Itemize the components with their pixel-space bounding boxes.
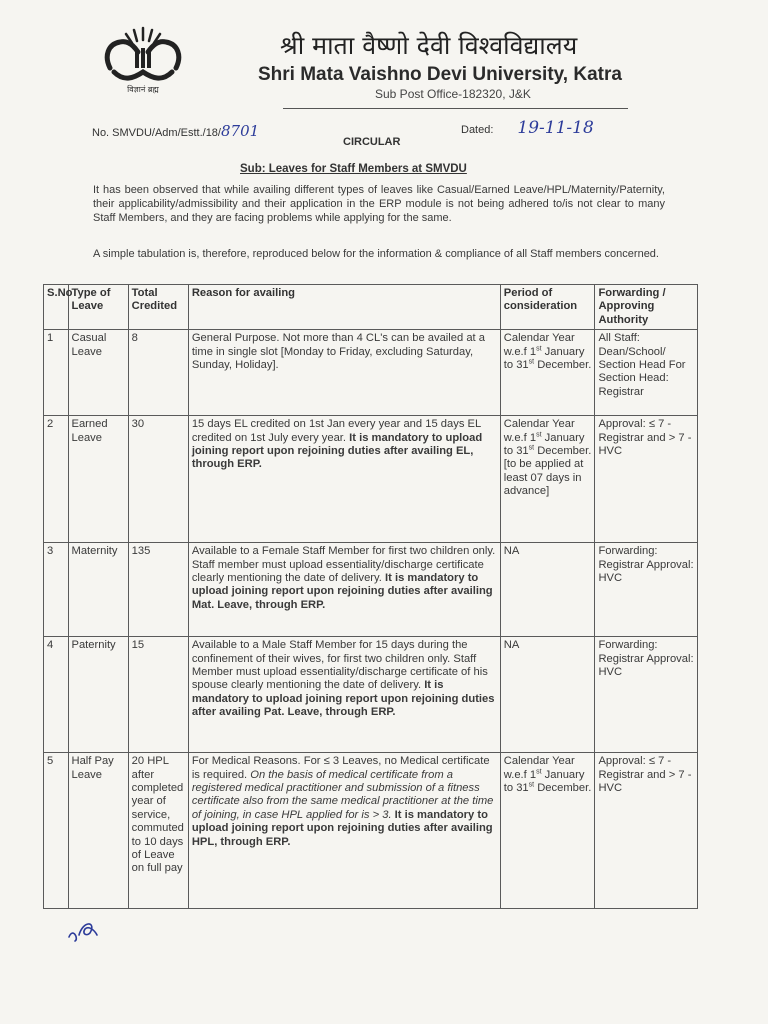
cell-period: NA: [500, 637, 595, 753]
cell-period: Calendar Year w.e.f 1st January to 31st December. [to be applied at least 07 days in advance]: [500, 416, 595, 543]
handwritten-date: 19-11-18: [517, 118, 594, 138]
cell-total: 20 HPL after completed year of service, commuted to 10 days of Leave on full pay: [128, 753, 188, 909]
subject-line: Sub: Leaves for Staff Members at SMVDU: [240, 163, 467, 175]
university-emblem-icon: [100, 22, 186, 96]
table-row: [44, 753, 698, 909]
svg-text:विज्ञानं ब्रह्म: विज्ञानं ब्रह्म: [127, 85, 159, 94]
handwritten-number: 8701: [220, 122, 260, 140]
cell-sn: 2: [44, 416, 69, 543]
header-divider: [283, 108, 628, 109]
header-authority: Forwarding / Approving Authority: [595, 285, 698, 330]
cell-period: NA: [500, 543, 595, 637]
table-header-row: [44, 285, 698, 330]
header-sn: S.No: [44, 285, 69, 330]
header-total: Total Credited: [128, 285, 188, 330]
cell-sn: 4: [44, 637, 69, 753]
cell-reason: Available to a Male Staff Member for 15 days during the confinement of their wives, for first two children only. Staff Member must upload essentiality/discharge certificate of his spouse clearly mentioning the date of delivery. It is mandatory to upload joining report upon rejoining duties after availing Pat. Leave, through ERP.: [188, 637, 500, 753]
table-row: [44, 330, 698, 416]
header-type: Type of Leave: [68, 285, 128, 330]
university-name: Shri Mata Vaishno Devi University, Katra: [258, 64, 622, 85]
cell-type: Earned Leave: [68, 416, 128, 543]
cell-period: Calendar Year w.e.f 1st January to 31st December.: [500, 753, 595, 909]
table-row: [44, 416, 698, 543]
table-row: [44, 543, 698, 637]
cell-sn: 1: [44, 330, 69, 416]
circular-title: CIRCULAR: [343, 136, 401, 148]
cell-reason: 15 days EL credited on 1st Jan every year and 15 days EL credited on 1st July every year. It is mandatory to upload joining report upon rejoining duties after availing EL, through ERP.: [188, 416, 500, 543]
cell-total: 8: [128, 330, 188, 416]
cell-authority: Approval: ≤ 7 - Registrar and > 7 - HVC: [595, 416, 698, 543]
header-period: Period of consideration: [500, 285, 595, 330]
header-reason: Reason for availing: [188, 285, 500, 330]
cell-type: Maternity: [68, 543, 128, 637]
cell-total: 135: [128, 543, 188, 637]
cell-sn: 3: [44, 543, 69, 637]
cell-reason: General Purpose. Not more than 4 CL's can be availed at a time in single slot [Monday to Friday, excluding Saturday, Sunday, Holiday].: [188, 330, 500, 416]
table-row: [44, 637, 698, 753]
tabulation-paragraph: A simple tabulation is, therefore, reproduced below for the information & compliance of all Staff members concerned.: [93, 248, 659, 260]
university-name-hindi: श्री माता वैष्णो देवी विश्वविद्यालय: [280, 31, 578, 60]
cell-type: Half Pay Leave: [68, 753, 128, 909]
cell-authority: Forwarding: Registrar Approval: HVC: [595, 637, 698, 753]
dated-line: Dated: 19-11-18: [461, 118, 594, 138]
cell-authority: Approval: ≤ 7 - Registrar and > 7 - HVC: [595, 753, 698, 909]
cell-reason: Available to a Female Staff Member for first two children only. Staff member must upload essentiality/discharge certificate clearly mentioning the date of delivery. It is mandatory to upload joining report upon rejoining duties after availing Mat. Leave, through ERP.: [188, 543, 500, 637]
cell-total: 30: [128, 416, 188, 543]
university-address: Sub Post Office-182320, J&K: [375, 87, 531, 101]
cell-type: Paternity: [68, 637, 128, 753]
cell-reason: For Medical Reasons. For ≤ 3 Leaves, no Medical certificate is required. On the basis of medical certificate from a registered medical practitioner and submission of a fitness certificate also from the same medical practitioner at the time of joining, in case HPL applied for is > 3. It is mandatory to upload joining report upon rejoining duties after availing HPL, through ERP.: [188, 753, 500, 909]
intro-paragraph: It has been observed that while availing different types of leaves like Casual/Earned Leave/HPL/Maternity/Paternity, their applicability/admissibility and their application in the ERP module is not being adhered to/is not clear to many Staff Members, and they are facing problems while applying for the same.: [93, 184, 665, 224]
handwritten-initial-icon: [65, 913, 101, 943]
reference-number: No. SMVDU/Adm/Estt./18/8701: [92, 122, 260, 140]
cell-authority: Forwarding: Registrar Approval: HVC: [595, 543, 698, 637]
cell-sn: 5: [44, 753, 69, 909]
cell-type: Casual Leave: [68, 330, 128, 416]
cell-period: Calendar Year w.e.f 1st January to 31st December.: [500, 330, 595, 416]
leave-table: [43, 284, 698, 909]
cell-total: 15: [128, 637, 188, 753]
cell-authority: All Staff: Dean/School/ Section Head For Section Head: Registrar: [595, 330, 698, 416]
